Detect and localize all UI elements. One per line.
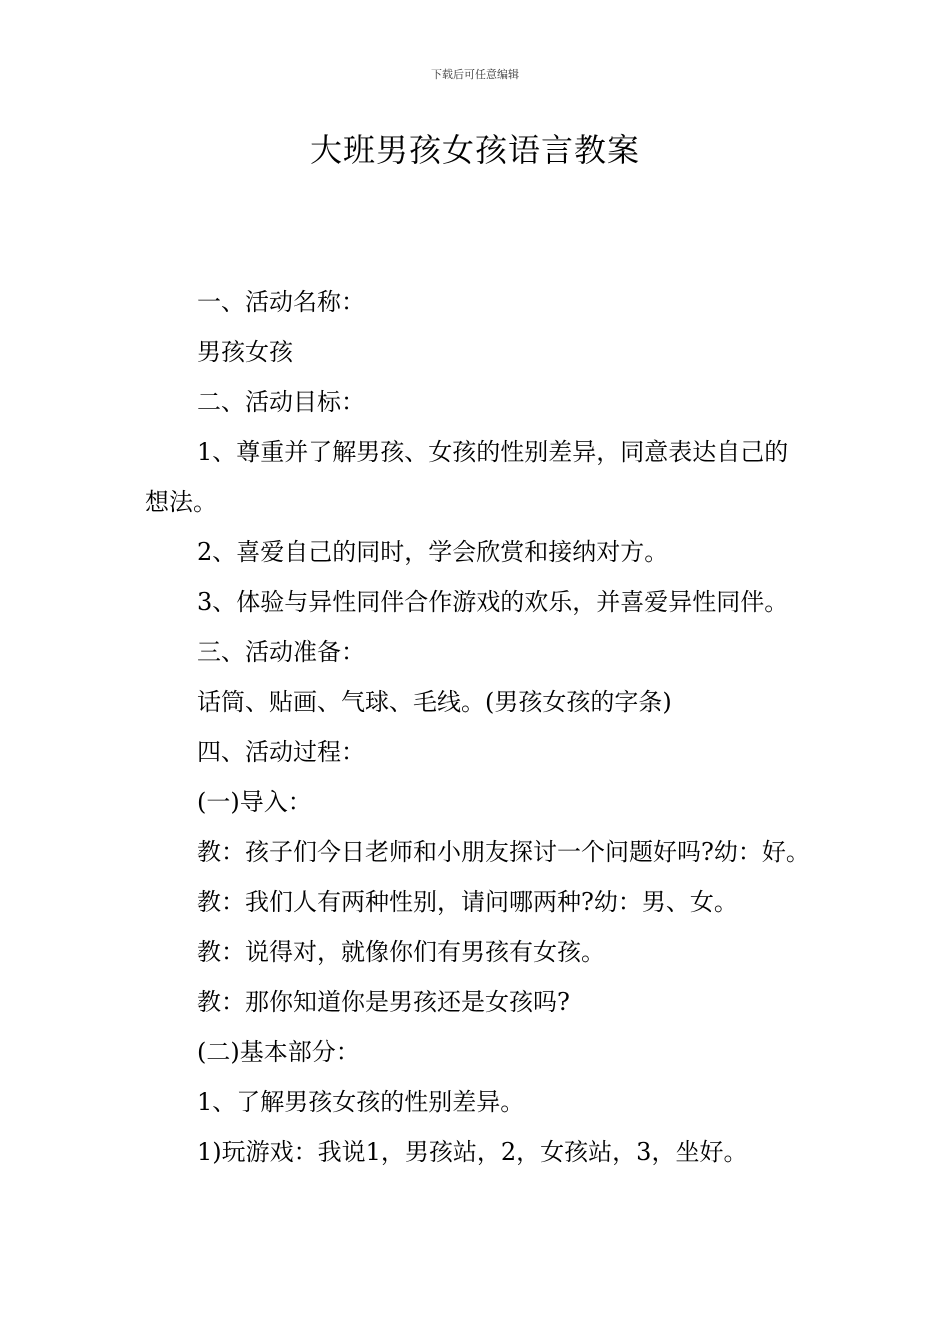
document-body [145, 277, 810, 1177]
paragraph: 1、尊重并了解男孩、女孩的性别差异，同意表达自己的想法。 [145, 438, 789, 516]
paragraph: 男孩女孩 [197, 338, 293, 366]
paragraph: (二)基本部分： [197, 1038, 360, 1066]
paragraph: 一、活动名称： [197, 288, 365, 316]
paragraph: 教：说得对，就像你们有男孩有女孩。 [197, 938, 605, 966]
paragraph: 四、活动过程： [197, 738, 365, 766]
paragraph: 1、了解男孩女孩的性别差异。 [197, 1088, 525, 1116]
paragraph: 话筒、贴画、气球、毛线。(男孩女孩的字条) [197, 688, 672, 716]
paragraph: 教：我们人有两种性别，请问哪两种?幼：男、女。 [197, 888, 738, 916]
header-note: 下载后可任意编辑 [431, 68, 519, 81]
paragraph: 1)玩游戏：我说1，男孩站，2，女孩站，3，坐好。 [197, 1138, 748, 1166]
paragraph: 三、活动准备： [197, 638, 365, 666]
paragraph: 教：那你知道你是男孩还是女孩吗? [197, 988, 570, 1016]
paragraph: (一)导入： [197, 788, 312, 816]
document-title: 大班男孩女孩语言教案 [309, 131, 640, 169]
paragraph: 3、体验与异性同伴合作游戏的欢乐，并喜爱异性同伴。 [197, 588, 789, 616]
paragraph: 二、活动目标： [197, 388, 365, 416]
paragraph: 教：孩子们今日老师和小朋友探讨一个问题好吗?幼：好。 [197, 838, 810, 866]
paragraph: 2、喜爱自己的同时，学会欣赏和接纳对方。 [197, 538, 669, 566]
